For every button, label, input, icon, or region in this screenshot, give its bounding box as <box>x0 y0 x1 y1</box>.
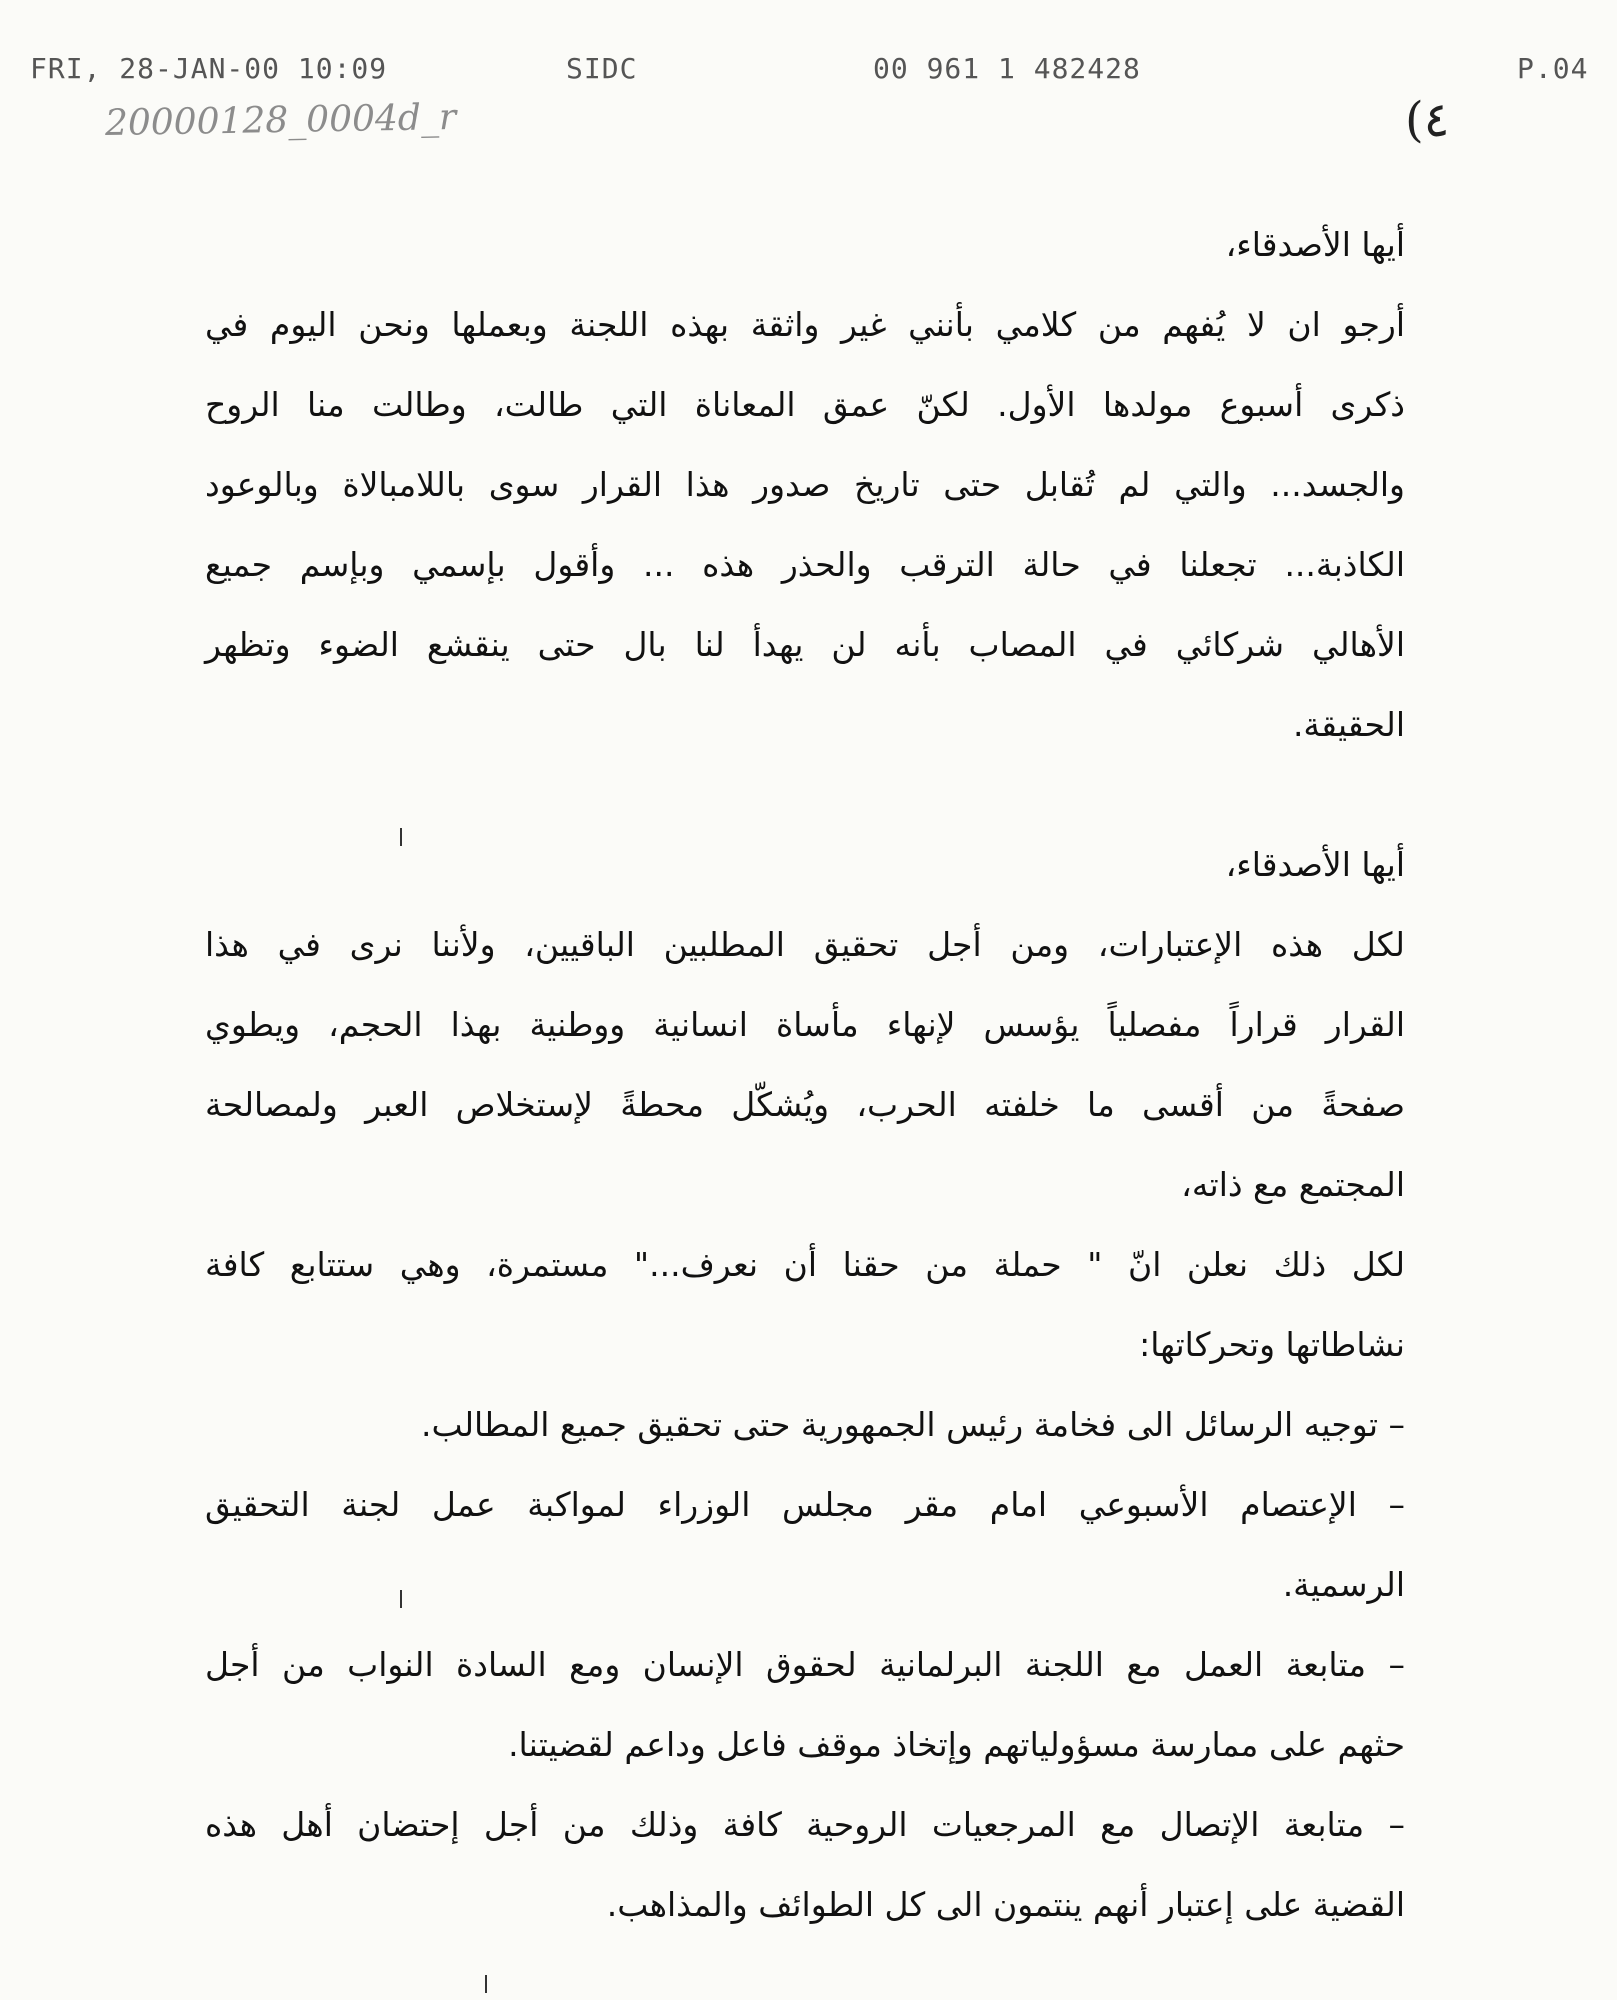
paragraph-line: والجسد... والتي لم تُقابل حتى تاريخ صدور هذا القرار سوى باللامبالاة وبالوعود <box>205 465 1405 504</box>
fax-phone: 00 961 1 482428 <box>873 52 1141 85</box>
paragraph-line: صفحةً من أقسى ما خلفته الحرب، ويُشكّل محطةً لإستخلاص العبر ولمصالحة <box>205 1085 1405 1124</box>
bullet-item: – متابعة الإتصال مع المرجعيات الروحية كافة وذلك من أجل إحتضان أهل هذه <box>205 1805 1405 1844</box>
bullet-continuation: القضية على إعتبار أنهم ينتمون الى كل الطوائف والمذاهب. <box>606 1885 1405 1924</box>
paragraph-line: ذكرى أسبوع مولدها الأول. لكنّ عمق المعاناة التي طالت، وطالت منا الروح <box>205 385 1405 424</box>
greeting-2: أيها الأصدقاء، <box>1225 845 1405 884</box>
reference-stamp: 20000128_0004d_r <box>104 96 457 145</box>
pen-mark <box>485 1975 487 1993</box>
paragraph-line: أرجو ان لا يُفهم من كلامي بأنني غير واثقة بهذه اللجنة وبعملها ونحن اليوم في <box>205 305 1405 344</box>
fax-page-number: P.04 <box>1517 52 1589 85</box>
fax-date: FRI, 28-JAN-00 10:09 <box>30 52 388 85</box>
bullet-continuation: الرسمية. <box>1282 1565 1405 1604</box>
bullet-item: – الإعتصام الأسبوعي امام مقر مجلس الوزراء لمواكبة عمل لجنة التحقيق <box>205 1485 1405 1524</box>
bullet-item: – متابعة العمل مع اللجنة البرلمانية لحقوق الإنسان ومع السادة النواب من أجل <box>205 1645 1405 1684</box>
paragraph-line: لكل ذلك نعلن انّ " حملة من حقنا أن نعرف..." مستمرة، وهي ستتابع كافة <box>205 1245 1405 1284</box>
paragraph-line: الكاذبة... تجعلنا في حالة الترقب والحذر هذه ... وأقول بإسمي وبإسم جميع <box>205 545 1405 584</box>
paragraph-line: الحقيقة. <box>1292 705 1405 744</box>
bullet-continuation: حثهم على ممارسة مسؤولياتهم وإتخاذ موقف فاعل وداعم لقضيتنا. <box>508 1725 1405 1764</box>
fax-header <box>0 52 1617 92</box>
bullet-item: – توجيه الرسائل الى فخامة رئيس الجمهورية حتى تحقيق جميع المطالب. <box>421 1405 1405 1444</box>
letter-body <box>205 205 1405 1945</box>
pen-mark <box>400 828 402 846</box>
paragraph-line: لكل هذه الإعتبارات، ومن أجل تحقيق المطلبين الباقيين، ولأننا نرى في هذا <box>205 925 1405 964</box>
greeting-1: أيها الأصدقاء، <box>1225 225 1405 264</box>
paragraph-line: نشاطاتها وتحركاتها: <box>1139 1325 1405 1364</box>
handwritten-page-marker: (٤ <box>1405 92 1450 148</box>
paragraph-line: المجتمع مع ذاته، <box>1181 1165 1405 1204</box>
fax-sender: SIDC <box>566 52 638 85</box>
paragraph-line: القرار قراراً مفصلياً يؤسس لإنهاء مأساة انسانية ووطنية بهذا الحجم، ويطوي <box>205 1005 1405 1044</box>
paragraph-line: الأهالي شركائي في المصاب بأنه لن يهدأ لنا بال حتى ينقشع الضوء وتظهر <box>205 625 1405 664</box>
pen-mark <box>400 1590 402 1608</box>
